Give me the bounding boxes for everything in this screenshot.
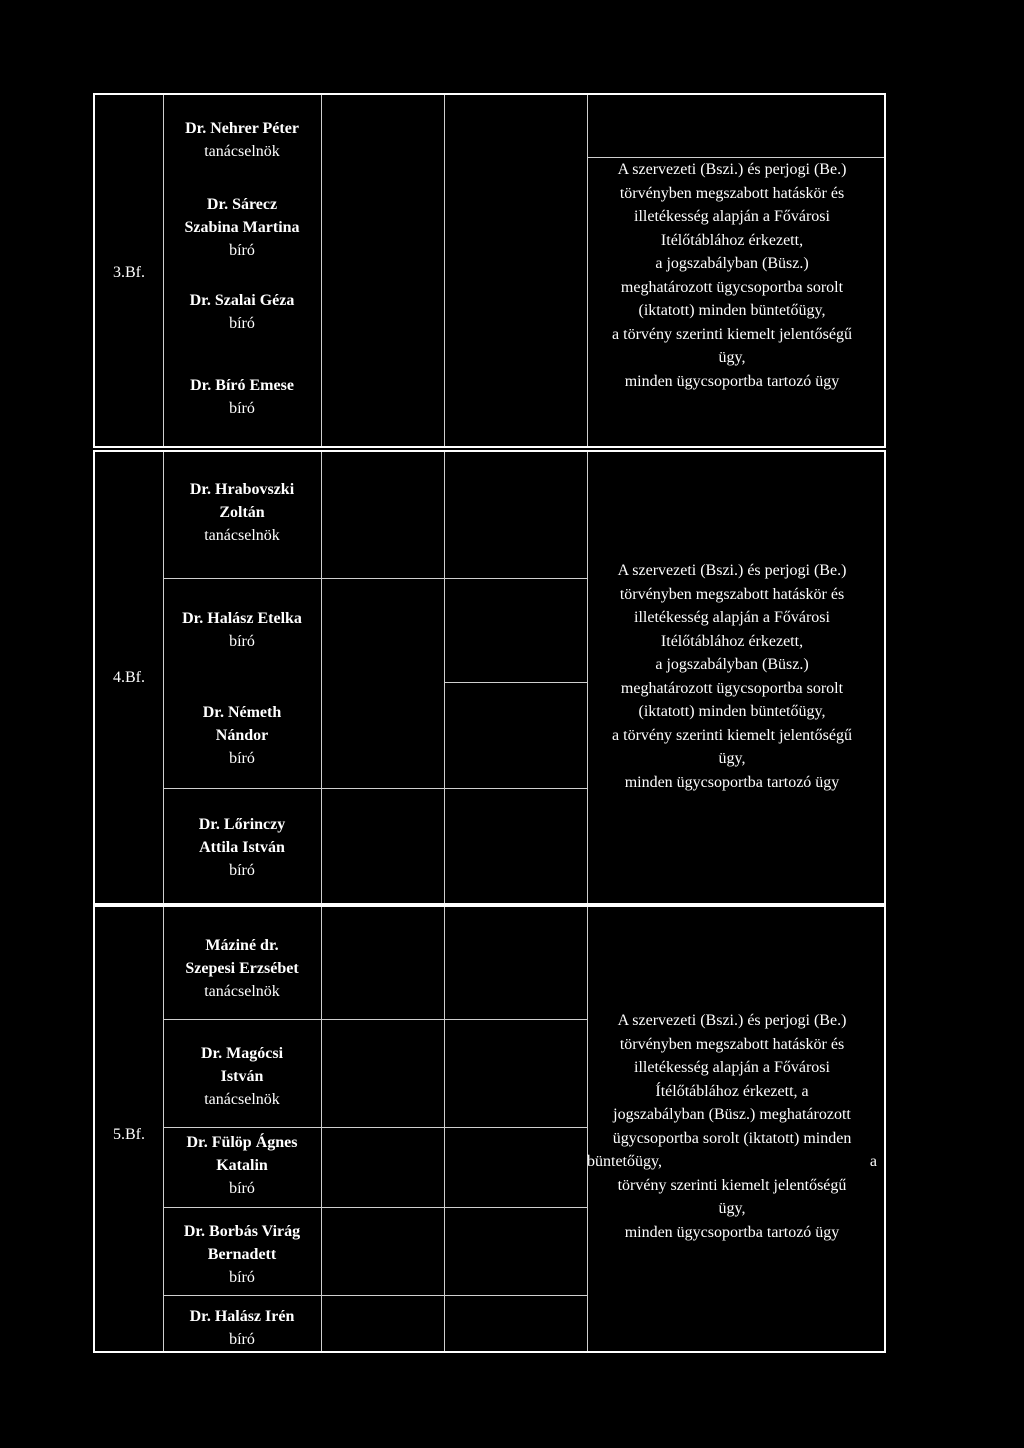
judge-name: Dr. Szalai Géza xyxy=(189,292,295,309)
description-line-left: büntetőügy, xyxy=(587,1153,662,1170)
judge-name: Dr. Halász Etelka xyxy=(182,610,302,627)
judge-name: Dr. Fülöp Ágnes xyxy=(186,1134,298,1151)
row-divider xyxy=(163,1019,587,1020)
row-divider xyxy=(163,788,587,789)
judge-name: Dr. Halász Irén xyxy=(189,1308,295,1325)
row-divider xyxy=(163,1295,587,1296)
description-line: Ítélőtáblához érkezett, a xyxy=(655,1082,809,1100)
jurisdiction-description xyxy=(587,1009,877,1244)
description-line: a jogszabályban (Büsz.) xyxy=(655,656,809,673)
judge-role: bíró xyxy=(229,1180,255,1197)
judge-name: Dr. Nehrer Péter xyxy=(185,120,299,137)
description-line: minden ügycsoportba tartozó ügy xyxy=(624,1223,840,1241)
chamber-section-5 xyxy=(93,905,886,1353)
judge-role: tanácselnök xyxy=(204,143,280,160)
judge-role: bíró xyxy=(229,400,255,417)
judge-role: bíró xyxy=(229,750,255,767)
judge-role: bíró xyxy=(229,862,255,879)
judge-entry xyxy=(163,813,321,882)
description-line: a törvény szerinti kiemelt jelentőségű xyxy=(612,726,852,744)
description-line: ügy, xyxy=(718,1200,746,1217)
judge-entry xyxy=(163,374,321,420)
description-line: Itélőtáblához érkezett, xyxy=(660,231,804,249)
row-divider xyxy=(163,578,587,579)
judge-name-line-2: István xyxy=(220,1068,264,1085)
judge-name: Dr. Bíró Emese xyxy=(190,377,294,394)
judge-role: bíró xyxy=(229,315,255,332)
judge-name: Dr. Lőrinczy xyxy=(198,816,286,833)
judge-name-line-2: Szepesi Erzsébet xyxy=(185,960,299,977)
description-line-right: a xyxy=(869,1153,877,1170)
column-divider xyxy=(321,95,322,446)
judge-name-line-2: Bernadett xyxy=(207,1246,277,1263)
judge-entry xyxy=(163,478,321,547)
judge-role: bíró xyxy=(229,1269,255,1286)
description-line: (iktatott) minden büntetőügy, xyxy=(638,703,826,720)
description-line-justified xyxy=(587,1150,877,1174)
chamber-section-4 xyxy=(93,450,886,905)
jurisdiction-description xyxy=(587,158,877,393)
judge-entry xyxy=(163,1305,321,1351)
judge-role: tanácselnök xyxy=(204,527,280,544)
column-divider xyxy=(444,907,445,1351)
description-line: minden ügycsoportba tartozó ügy xyxy=(624,372,840,390)
column-divider xyxy=(321,452,322,903)
judge-name-line-2: Attila István xyxy=(199,839,285,856)
judge-name-line-2: Katalin xyxy=(216,1157,268,1174)
judge-name: Máziné dr. xyxy=(205,937,279,954)
judge-entry xyxy=(163,607,321,653)
description-line: ügycsoportba sorolt (iktatott) minden xyxy=(612,1129,852,1147)
judge-role: bíró xyxy=(229,242,255,259)
judge-name: Dr. Németh xyxy=(202,704,282,721)
judge-entry xyxy=(163,289,321,335)
description-line: (iktatott) minden büntetőügy, xyxy=(638,302,826,319)
description-line: A szervezeti (Bszi.) és perjogi (Be.) xyxy=(617,1012,847,1029)
column-divider xyxy=(444,95,445,446)
description-line: a jogszabályban (Büsz.) xyxy=(655,255,809,272)
judge-name: Dr. Hrabovszki xyxy=(189,481,295,498)
description-line: ügy, xyxy=(718,750,746,767)
description-line: törvényben megszabott hatáskör és xyxy=(619,1035,845,1053)
judge-entry xyxy=(163,117,321,163)
description-line: törvényben megszabott hatáskör és xyxy=(619,184,845,202)
judge-entry xyxy=(163,1131,321,1200)
column-divider xyxy=(321,907,322,1351)
judge-name-line-2: Zoltán xyxy=(219,504,265,521)
description-line: illetékesség alapján a Fővárosi xyxy=(634,208,830,225)
chamber-code: 4.Bf. xyxy=(113,669,145,686)
row-divider xyxy=(444,682,587,683)
description-line: illetékesség alapján a Fővárosi xyxy=(634,609,830,626)
judge-name-line-2: Szabina Martina xyxy=(184,219,300,236)
judge-name: Dr. Magócsi xyxy=(200,1045,284,1062)
judge-name: Dr. Sárecz xyxy=(206,196,278,213)
description-line: törvény szerinti kiemelt jelentőségű xyxy=(617,1176,847,1194)
judge-entry xyxy=(163,934,321,1003)
description-line: a törvény szerinti kiemelt jelentőségű xyxy=(612,325,852,343)
row-divider xyxy=(163,1207,587,1208)
row-divider xyxy=(163,1127,587,1128)
judge-entry xyxy=(163,193,321,262)
description-line: illetékesség alapján a Fővárosi xyxy=(634,1059,830,1076)
judge-role: tanácselnök xyxy=(204,1091,280,1108)
description-line: A szervezeti (Bszi.) és perjogi (Be.) xyxy=(617,161,847,178)
judge-role: bíró xyxy=(229,1331,255,1348)
judge-entry xyxy=(163,1220,321,1289)
judge-name: Dr. Borbás Virág xyxy=(183,1223,301,1240)
description-line: meghatározott ügycsoportba sorolt xyxy=(620,278,844,296)
description-line: jogszabályban (Büsz.) meghatározott xyxy=(613,1106,851,1123)
description-line: minden ügycsoportba tartozó ügy xyxy=(624,773,840,791)
jurisdiction-description xyxy=(587,559,877,794)
judge-role: tanácselnök xyxy=(204,983,280,1000)
description-line: törvényben megszabott hatáskör és xyxy=(619,585,845,603)
description-line: meghatározott ügycsoportba sorolt xyxy=(620,679,844,697)
judge-entry xyxy=(163,701,321,770)
chamber-code: 3.Bf. xyxy=(113,264,145,281)
judge-name-line-2: Nándor xyxy=(215,727,269,744)
chamber-code: 5.Bf. xyxy=(113,1126,145,1143)
description-line: A szervezeti (Bszi.) és perjogi (Be.) xyxy=(617,562,847,579)
description-line: ügy, xyxy=(718,349,746,366)
description-line: Itélőtáblához érkezett, xyxy=(660,632,804,650)
judge-role: bíró xyxy=(229,633,255,650)
judge-entry xyxy=(163,1042,321,1111)
chamber-section-3 xyxy=(93,93,886,448)
column-divider xyxy=(444,452,445,903)
